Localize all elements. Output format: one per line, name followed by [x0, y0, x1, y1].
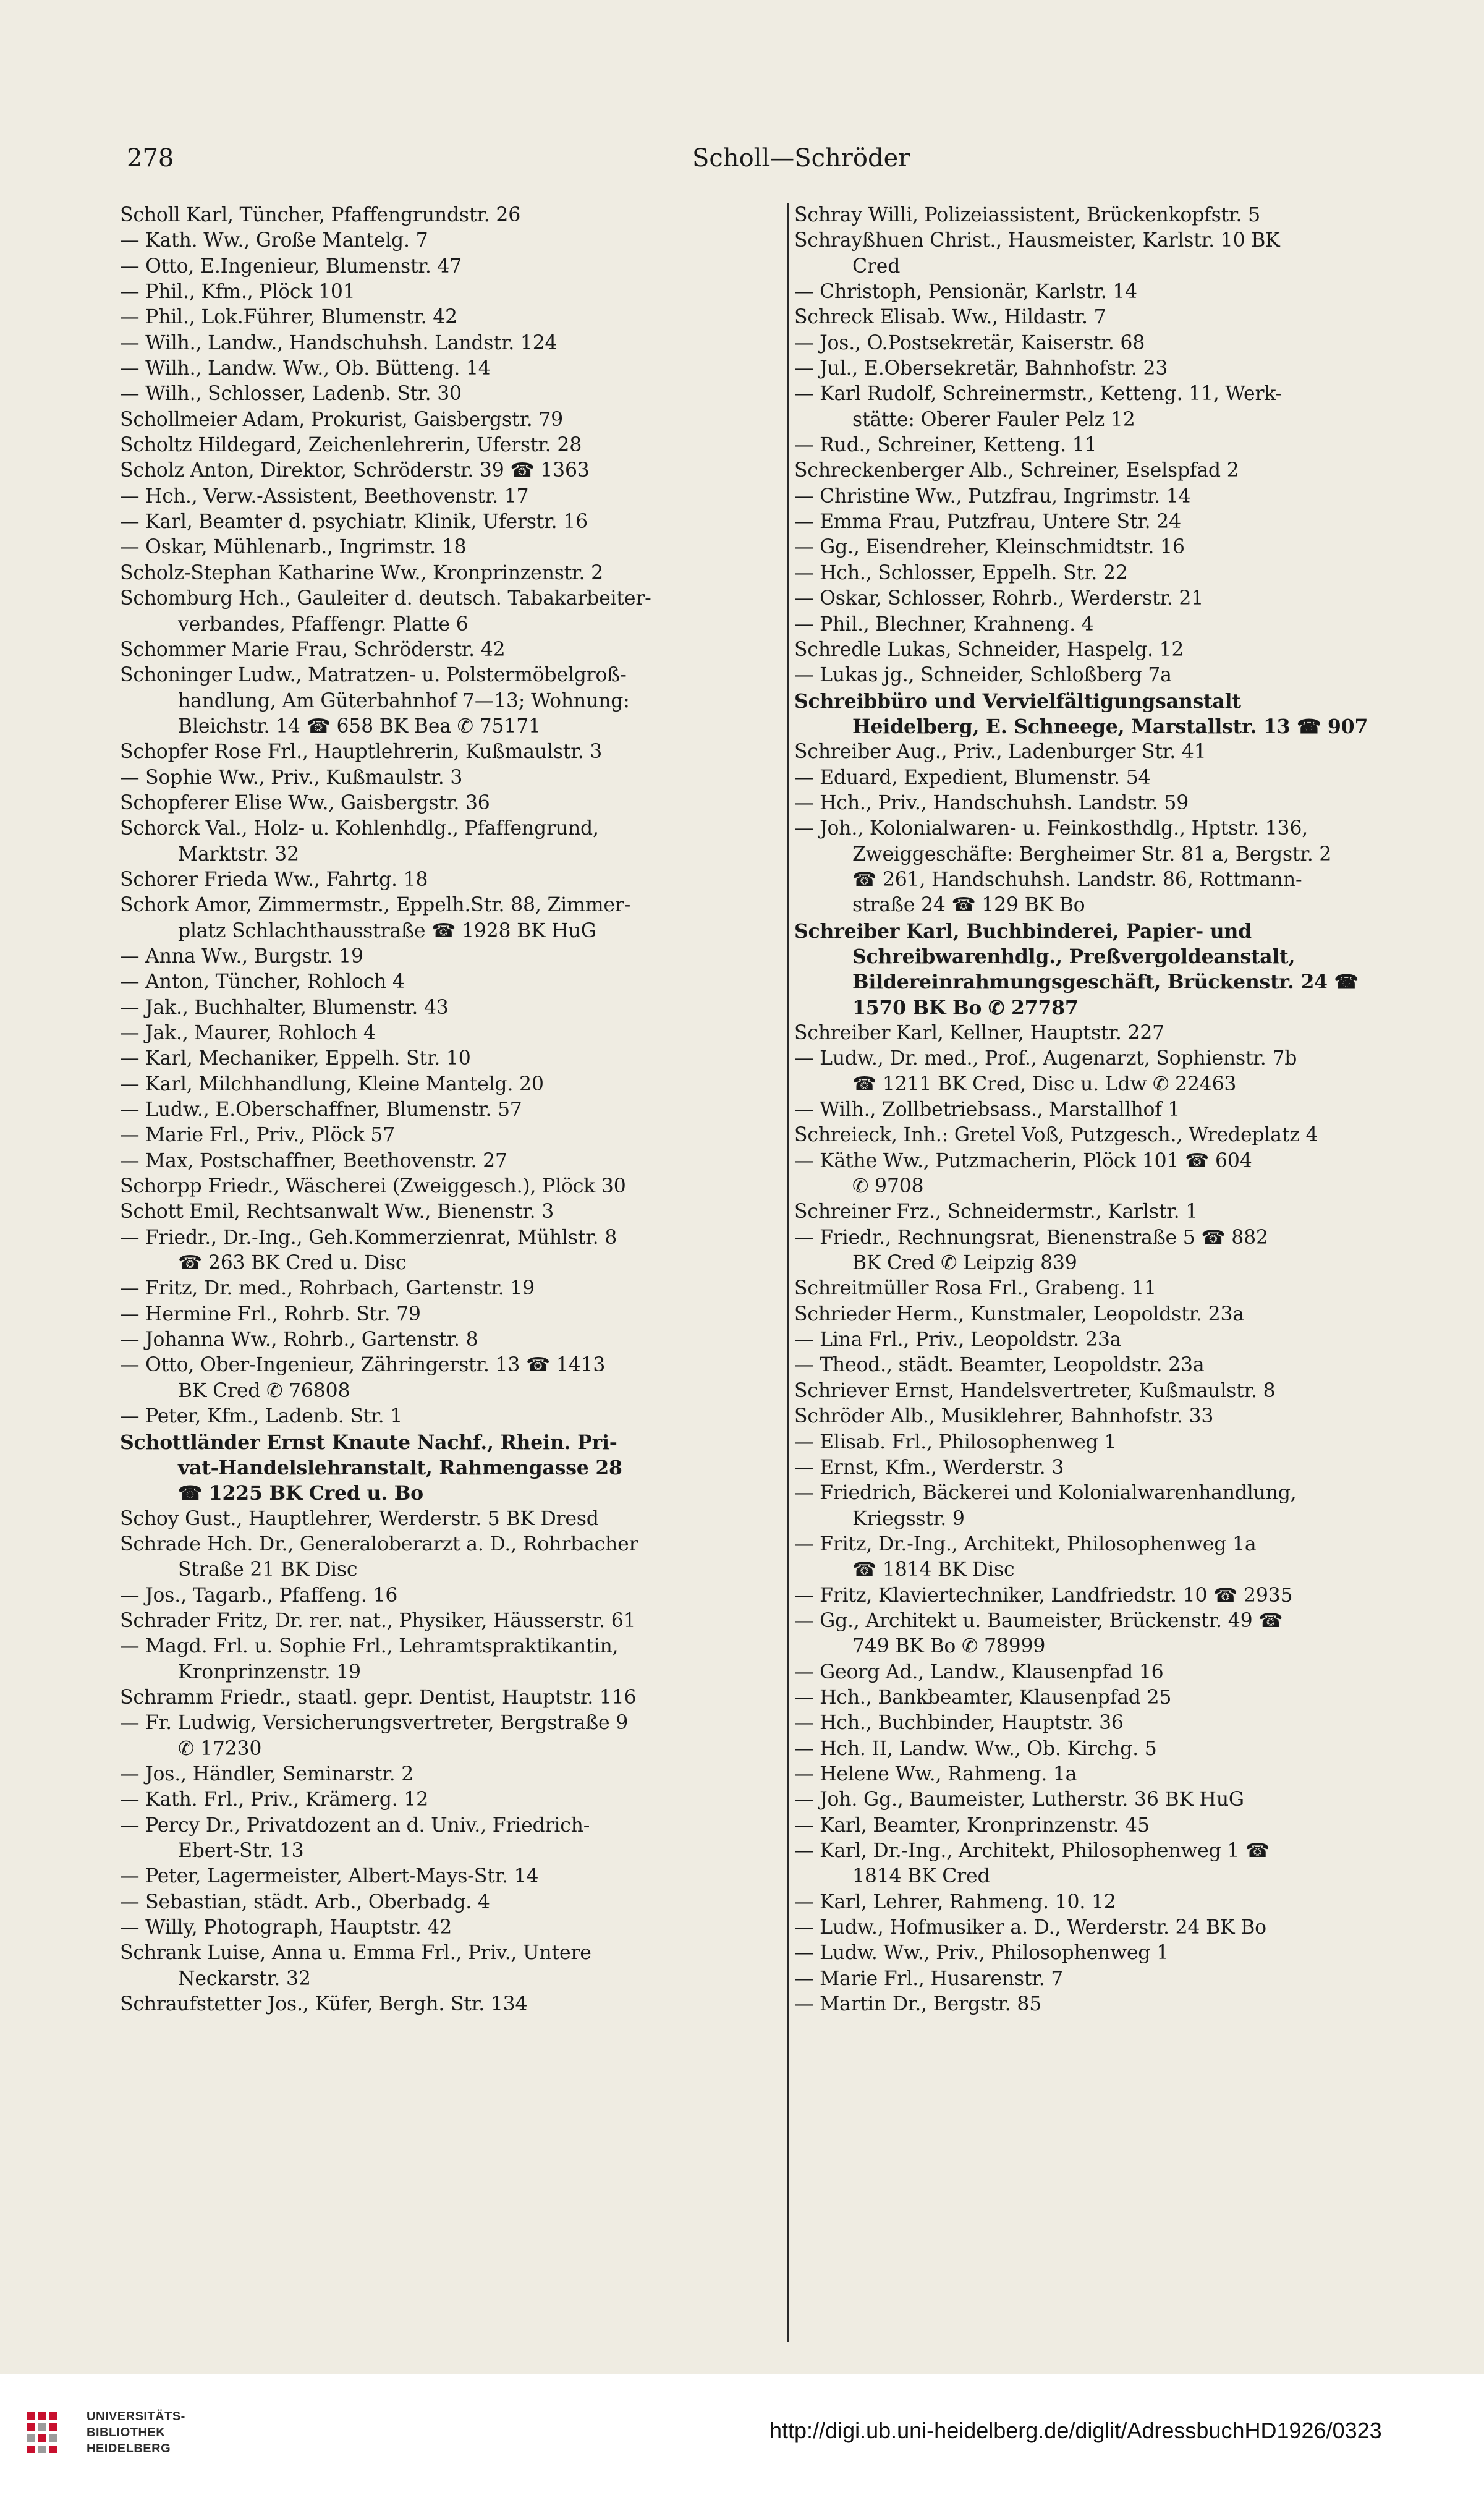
- entry-line: — Jos., O.Postsekretär, Kaiserstr. 68: [794, 331, 1145, 354]
- entry-line: Schrade Hch. Dr., Generaloberarzt a. D., Rohrbacher: [120, 1532, 638, 1555]
- entry-line: — Willy, Photograph, Hauptstr. 42: [120, 1916, 452, 1939]
- entry-line: — Sophie Ww., Priv., Kußmaulstr. 3: [120, 766, 463, 789]
- entry-line: Schorpp Friedr., Wäscherei (Zweiggesch.), Plöck 30: [120, 1175, 626, 1198]
- entry-line: Schopfer Rose Frl., Hauptlehrerin, Kußmaulstr. 3: [120, 741, 603, 763]
- entry-continuation-line: Heidelberg, E. Schneege, Marstallstr. 13 ☎ 907: [852, 715, 1368, 738]
- directory-entry: [120, 893, 778, 944]
- entry-line: — Anton, Tüncher, Rohloch 4: [120, 971, 405, 993]
- entry-line: — Käthe Ww., Putzmacherin, Plöck 101 ☎ 604: [794, 1149, 1252, 1172]
- directory-entry: [120, 1404, 778, 1429]
- entry-line: Scholz Anton, Direktor, Schröderstr. 39 ☎ 1363: [120, 459, 590, 482]
- directory-entry: [794, 1199, 1452, 1225]
- entry-line: — Karl, Beamter, Kronprinzenstr. 45: [794, 1814, 1150, 1837]
- entry-line: Schottländer Ernst Knaute Nachf., Rhein. Pri-: [120, 1430, 617, 1454]
- entry-line: — Phil., Kfm., Plöck 101: [120, 281, 355, 304]
- logo-line: UNIVERSITÄTS-: [87, 2410, 185, 2423]
- entry-line: Schramm Friedr., staatl. gepr. Dentist, Hauptstr. 116: [120, 1686, 637, 1709]
- entry-continuation-line: ☎ 263 BK Cred u. Disc: [178, 1252, 407, 1275]
- footer-url-link[interactable]: http://digi.ub.uni-heidelberg.de/diglit/AdressbuchHD1926/0323: [770, 2418, 1382, 2443]
- entry-line: Schröder Alb., Musiklehrer, Bahnhofstr. 33: [794, 1405, 1214, 1428]
- entry-line: — Friedrich, Bäckerei und Kolonialwarenhandlung,: [794, 1482, 1297, 1505]
- directory-entry: [794, 1021, 1452, 1046]
- entry-line: — Otto, E.Ingenieur, Blumenstr. 47: [120, 255, 462, 278]
- entry-line: Schoy Gust., Hauptlehrer, Werderstr. 5 BK Dresd: [120, 1507, 599, 1530]
- entry-line: Schriever Ernst, Handelsvertreter, Kußmaulstr. 8: [794, 1379, 1276, 1402]
- directory-entry: [794, 1992, 1452, 2017]
- entry-line: — Hch., Priv., Handschuhsh. Landstr. 59: [794, 791, 1189, 814]
- directory-entry: [120, 1430, 778, 1507]
- directory-entry: [794, 331, 1452, 356]
- directory-entry: [120, 1302, 778, 1327]
- entry-line: — Kath. Ww., Große Mantelg. 7: [120, 229, 428, 252]
- directory-entry: [794, 1430, 1452, 1455]
- entry-line: — Karl, Beamter d. psychiatr. Klinik, Uferstr. 16: [120, 511, 588, 533]
- entry-line: — Wilh., Schlosser, Ladenb. Str. 30: [120, 383, 462, 406]
- entry-line: — Wilh., Zollbetriebsass., Marstallhof 1: [794, 1099, 1181, 1121]
- directory-entry: [120, 1634, 778, 1685]
- directory-entry: [794, 1225, 1452, 1277]
- directory-entry: [794, 484, 1452, 509]
- entry-continuation-line: handlung, Am Güterbahnhof 7—13; Wohnung:: [178, 689, 630, 712]
- entry-continuation-line: ☎ 261, Handschuhsh. Landstr. 86, Rottmann-: [852, 868, 1302, 891]
- directory-entry: [794, 612, 1452, 637]
- directory-entry: [120, 1532, 778, 1583]
- directory-entry: [794, 1353, 1452, 1378]
- entry-continuation-line: ✆ 17230: [178, 1737, 262, 1760]
- entry-continuation-line: verbandes, Pfaffengr. Platte 6: [178, 613, 469, 635]
- entry-line: — Jak., Maurer, Rohloch 4: [120, 1022, 376, 1044]
- directory-entry: [120, 331, 778, 356]
- directory-entry: [120, 1046, 778, 1071]
- entry-line: Scholl Karl, Tüncher, Pfaffengrundstr. 26: [120, 204, 521, 226]
- directory-entry: [120, 969, 778, 995]
- entry-continuation-line: 749 BK Bo ✆ 78999: [852, 1635, 1046, 1658]
- directory-entry: [120, 1072, 778, 1097]
- entry-line: — Theod., städt. Beamter, Leopoldstr. 23a: [794, 1354, 1205, 1377]
- entry-line: — Eduard, Expedient, Blumenstr. 54: [794, 766, 1151, 789]
- directory-entry: [794, 1685, 1452, 1711]
- directory-entry: [120, 1149, 778, 1174]
- entry-line: Schommer Marie Frau, Schröderstr. 42: [120, 638, 506, 661]
- directory-entry: [120, 1940, 778, 1992]
- entry-line: — Wilh., Landw. Ww., Ob. Bütteng. 14: [120, 357, 491, 380]
- directory-entry: [794, 1966, 1452, 1992]
- entry-line: Schray Willi, Polizeiassistent, Brückenkopfstr. 5: [794, 204, 1260, 226]
- directory-entry: [794, 1890, 1452, 1915]
- entry-continuation-line: vat-Handelslehranstalt, Rahmengasse 28: [178, 1456, 622, 1479]
- directory-entry: [120, 1915, 778, 1940]
- entry-continuation-line: Neckarstr. 32: [178, 1967, 311, 1990]
- directory-entry: [120, 1507, 778, 1532]
- directory-entry: [120, 509, 778, 535]
- entry-line: Schollmeier Adam, Prokurist, Gaisbergstr. 79: [120, 408, 564, 431]
- directory-entry: [120, 458, 778, 483]
- directory-entry: [120, 1864, 778, 1889]
- entry-continuation-line: Kriegsstr. 9: [852, 1507, 965, 1530]
- directory-entry: [120, 1762, 778, 1787]
- footer-bar: [0, 2374, 1484, 2495]
- directory-entry: [794, 765, 1452, 791]
- entry-line: Schreieck, Inh.: Gretel Voß, Putzgesch., Wredeplatz 4: [794, 1124, 1318, 1147]
- entry-continuation-line: 1814 BK Cred: [852, 1865, 990, 1888]
- entry-line: Schrayßhuen Christ., Hausmeister, Karlstr. 10 BK: [794, 229, 1280, 252]
- directory-entry: [794, 203, 1452, 228]
- entry-line: Schopferer Elise Ww., Gaisbergstr. 36: [120, 791, 490, 814]
- entry-line: — Anna Ww., Burgstr. 19: [120, 945, 363, 967]
- entry-line: Schreibbüro und Vervielfältigungsanstalt: [794, 689, 1241, 713]
- entry-line: — Gg., Eisendreher, Kleinschmidtstr. 16: [794, 536, 1185, 559]
- directory-entry: [120, 765, 778, 791]
- directory-entry: [120, 791, 778, 816]
- entry-line: — Friedr., Dr.-Ing., Geh.Kommerzienrat, Mühlstr. 8: [120, 1226, 617, 1249]
- directory-entry: [120, 995, 778, 1021]
- entry-line: — Max, Postschaffner, Beethovenstr. 27: [120, 1149, 507, 1172]
- entry-line: — Jul., E.Obersekretär, Bahnhofstr. 23: [794, 357, 1168, 380]
- directory-entry: [120, 944, 778, 969]
- directory-entry: [120, 535, 778, 560]
- directory-entry: [794, 791, 1452, 816]
- directory-entry: [794, 1583, 1452, 1609]
- directory-entry: [120, 1992, 778, 2017]
- entry-line: — Emma Frau, Putzfrau, Untere Str. 24: [794, 511, 1181, 533]
- entry-line: Schott Emil, Rechtsanwalt Ww., Bienenstr. 3: [120, 1201, 554, 1223]
- directory-entry: [794, 663, 1452, 688]
- directory-entry: [794, 689, 1452, 740]
- directory-entry: [120, 867, 778, 893]
- directory-entry: [120, 1174, 778, 1199]
- entry-line: — Karl, Mechaniker, Eppelh. Str. 10: [120, 1047, 471, 1070]
- directory-entry: [794, 433, 1452, 458]
- entry-line: — Phil., Blechner, Krahneng. 4: [794, 613, 1094, 635]
- directory-entry: [794, 509, 1452, 535]
- directory-entry: [120, 1123, 778, 1148]
- entry-line: — Magd. Frl. u. Sophie Frl., Lehramtspraktikantin,: [120, 1635, 619, 1658]
- directory-entry: [120, 254, 778, 279]
- directory-entry: [794, 816, 1452, 918]
- entry-line: — Christine Ww., Putzfrau, Ingrimstr. 14: [794, 485, 1191, 508]
- entry-continuation-line: Straße 21 BK Disc: [178, 1558, 358, 1581]
- directory-entry: [120, 228, 778, 253]
- directory-entry: [794, 1379, 1452, 1404]
- directory-entry: [794, 1327, 1452, 1353]
- entry-line: Schrank Luise, Anna u. Emma Frl., Priv., Untere: [120, 1942, 591, 1965]
- directory-entry: [794, 305, 1452, 330]
- directory-entry: [794, 1660, 1452, 1685]
- entry-line: — Fr. Ludwig, Versicherungsvertreter, Bergstraße 9: [120, 1712, 629, 1735]
- directory-entry: [794, 228, 1452, 279]
- entry-line: Schreiber Karl, Kellner, Hauptstr. 227: [794, 1022, 1164, 1044]
- entry-line: Schredle Lukas, Schneider, Haspelg. 12: [794, 638, 1184, 661]
- entry-line: — Georg Ad., Landw., Klausenpfad 16: [794, 1660, 1164, 1683]
- entry-line: — Ludw., E.Oberschaffner, Blumenstr. 57: [120, 1099, 522, 1121]
- directory-entry: [120, 279, 778, 305]
- entry-line: — Jos., Tagarb., Pfaffeng. 16: [120, 1584, 398, 1607]
- entry-line: Schoninger Ludw., Matratzen- u. Polstermöbelgroß-: [120, 664, 627, 687]
- entry-line: — Peter, Lagermeister, Albert-Mays-Str. 14: [120, 1865, 539, 1888]
- entry-line: — Elisab. Frl., Philosophenweg 1: [794, 1430, 1117, 1453]
- entry-line: Scholtz Hildegard, Zeichenlehrerin, Uferstr. 28: [120, 434, 582, 457]
- entry-continuation-line: Cred: [852, 255, 901, 278]
- entry-line: Scholz-Stephan Katharine Ww., Kronprinzenstr. 2: [120, 561, 603, 584]
- entry-line: — Ludw. Ww., Priv., Philosophenweg 1: [794, 1942, 1169, 1965]
- entry-line: — Ludw., Hofmusiker a. D., Werderstr. 24 BK Bo: [794, 1916, 1266, 1939]
- library-logo: [25, 2406, 210, 2465]
- logo-line: BIBLIOTHEK: [87, 2426, 166, 2439]
- entry-line: — Oskar, Mühlenarb., Ingrimstr. 18: [120, 536, 467, 559]
- directory-entry: [120, 1787, 778, 1813]
- entry-line: — Karl, Lehrer, Rahmeng. 10. 12: [794, 1890, 1116, 1913]
- directory-entry: [794, 1736, 1452, 1762]
- entry-line: — Lina Frl., Priv., Leopoldstr. 23a: [794, 1328, 1122, 1351]
- directory-entry: [120, 433, 778, 458]
- directory-entry: [794, 1276, 1452, 1301]
- entry-line: — Joh. Gg., Baumeister, Lutherstr. 36 BK HuG: [794, 1788, 1244, 1811]
- entry-line: Schreiber Karl, Buchbinderei, Papier- und: [794, 919, 1252, 943]
- directory-entry: [120, 637, 778, 663]
- directory-entry: [794, 1838, 1452, 1890]
- entry-line: Schorck Val., Holz- u. Kohlenhdlg., Pfaffengrund,: [120, 817, 599, 840]
- entry-line: Schrieder Herm., Kunstmaler, Leopoldstr. 23a: [794, 1303, 1244, 1325]
- directory-entry: [120, 381, 778, 407]
- directory-entry: [120, 1890, 778, 1915]
- directory-entry: [120, 1199, 778, 1225]
- directory-entry: [120, 407, 778, 433]
- directory-entry: [120, 663, 778, 739]
- directory-entry: [794, 1532, 1452, 1583]
- directory-entry: [794, 458, 1452, 483]
- entry-continuation-line: ☎ 1211 BK Cred, Disc u. Ldw ✆ 22463: [852, 1073, 1237, 1095]
- directory-entry: [120, 1609, 778, 1634]
- entry-line: Schreitmüller Rosa Frl., Grabeng. 11: [794, 1277, 1156, 1300]
- directory-entry: [794, 1609, 1452, 1660]
- directory-entry: [794, 1813, 1452, 1838]
- entry-line: Schrader Fritz, Dr. rer. nat., Physiker, Häusserstr. 61: [120, 1609, 636, 1632]
- directory-entry: [794, 919, 1452, 1021]
- directory-entry: [120, 1685, 778, 1711]
- entry-line: — Hch., Verw.-Assistent, Beethovenstr. 17: [120, 485, 529, 508]
- entry-line: — Jos., Händler, Seminarstr. 2: [120, 1762, 414, 1785]
- directory-entry: [794, 1940, 1452, 1966]
- entry-line: — Hermine Frl., Rohrb. Str. 79: [120, 1303, 421, 1325]
- directory-entry: [120, 1276, 778, 1301]
- entry-line: — Fritz, Dr. med., Rohrbach, Gartenstr. 19: [120, 1277, 535, 1300]
- column-divider: [787, 203, 789, 2342]
- directory-entry: [120, 356, 778, 381]
- entry-line: — Gg., Architekt u. Baumeister, Brückenstr. 49 ☎: [794, 1609, 1283, 1632]
- directory-entry: [120, 1353, 778, 1404]
- right-column: [794, 203, 1452, 2017]
- entry-continuation-line: platz Schlachthausstraße ☎ 1928 BK HuG: [178, 919, 596, 942]
- entry-line: — Oskar, Schlosser, Rohrb., Werderstr. 21: [794, 587, 1204, 610]
- directory-entry: [794, 1097, 1452, 1123]
- entry-line: — Ludw., Dr. med., Prof., Augenarzt, Sophienstr. 7b: [794, 1047, 1297, 1070]
- directory-entry: [794, 1455, 1452, 1481]
- entry-line: — Karl, Milchhandlung, Kleine Mantelg. 20: [120, 1073, 544, 1095]
- entry-line: — Martin Dr., Bergstr. 85: [794, 1993, 1042, 2016]
- directory-entry: [794, 535, 1452, 560]
- directory-entry: [120, 1225, 778, 1277]
- entry-line: — Fritz, Dr.-Ing., Architekt, Philosophenweg 1a: [794, 1532, 1257, 1555]
- entry-continuation-line: Schreibwarenhdlg., Preßvergoldeanstalt,: [852, 945, 1295, 968]
- directory-entry: [120, 1711, 778, 1762]
- directory-entry: [120, 305, 778, 330]
- library-logo-icon: [25, 2408, 79, 2463]
- entry-line: — Lukas jg., Schneider, Schloßberg 7a: [794, 664, 1172, 687]
- entry-line: — Ernst, Kfm., Werderstr. 3: [794, 1456, 1064, 1479]
- directory-entry: [794, 356, 1452, 381]
- entry-line: — Christoph, Pensionär, Karlstr. 14: [794, 281, 1137, 304]
- entry-line: — Johanna Ww., Rohrb., Gartenstr. 8: [120, 1328, 478, 1351]
- entry-continuation-line: Bildereinrahmungsgeschäft, Brückenstr. 24 ☎: [852, 971, 1359, 994]
- entry-continuation-line: ☎ 1814 BK Disc: [852, 1558, 1015, 1581]
- directory-entry: [794, 1123, 1452, 1148]
- entry-line: — Hch., Schlosser, Eppelh. Str. 22: [794, 561, 1128, 584]
- entry-line: — Helene Ww., Rahmeng. 1a: [794, 1762, 1077, 1785]
- directory-entry: [794, 586, 1452, 611]
- directory-entry: [120, 484, 778, 509]
- directory-entry: [794, 1149, 1452, 1200]
- entry-continuation-line: 1570 BK Bo ✆ 27787: [852, 996, 1079, 1019]
- entry-continuation-line: straße 24 ☎ 129 BK Bo: [852, 894, 1085, 917]
- left-column: [120, 203, 778, 2017]
- entry-line: — Hch., Buchbinder, Hauptstr. 36: [794, 1712, 1124, 1735]
- directory-entry: [794, 1915, 1452, 1940]
- entry-line: — Karl, Dr.-Ing., Architekt, Philosophenweg 1 ☎: [794, 1840, 1270, 1862]
- entry-line: — Peter, Kfm., Ladenb. Str. 1: [120, 1405, 403, 1428]
- directory-entry: [794, 1302, 1452, 1327]
- entry-continuation-line: Bleichstr. 14 ☎ 658 BK Bea ✆ 75171: [178, 715, 541, 737]
- directory-entry: [120, 203, 778, 228]
- entry-line: — Wilh., Landw., Handschuhsh. Landstr. 124: [120, 331, 558, 354]
- directory-entry: [794, 637, 1452, 663]
- entry-line: — Rud., Schreiner, Ketteng. 11: [794, 434, 1097, 457]
- entry-line: Schreckenberger Alb., Schreiner, Eselspfad 2: [794, 459, 1239, 482]
- entry-line: — Phil., Lok.Führer, Blumenstr. 42: [120, 306, 457, 329]
- directory-entry: [120, 1021, 778, 1046]
- directory-entry: [794, 1787, 1452, 1813]
- directory-entry: [120, 561, 778, 586]
- running-head: Scholl—Schröder: [692, 144, 910, 172]
- entry-continuation-line: ☎ 1225 BK Cred u. Bo: [178, 1482, 423, 1505]
- directory-entry: [794, 1711, 1452, 1736]
- entry-line: — Sebastian, städt. Arb., Oberbadg. 4: [120, 1890, 490, 1913]
- directory-entry: [794, 1046, 1452, 1097]
- entry-line: — Kath. Frl., Priv., Krämerg. 12: [120, 1788, 429, 1811]
- entry-line: — Otto, Ober-Ingenieur, Zähringerstr. 13 ☎ 1413: [120, 1354, 606, 1377]
- entry-line: Schork Amor, Zimmermstr., Eppelh.Str. 88, Zimmer-: [120, 894, 631, 917]
- entry-line: — Hch. II, Landw. Ww., Ob. Kirchg. 5: [794, 1737, 1157, 1760]
- library-logo-text: [87, 2408, 185, 2457]
- entry-line: Schraufstetter Jos., Küfer, Bergh. Str. 134: [120, 1993, 528, 2016]
- directory-entry: [794, 1481, 1452, 1532]
- directory-entry: [120, 1097, 778, 1123]
- entry-continuation-line: ✆ 9708: [852, 1175, 924, 1198]
- directory-entry: [120, 739, 778, 765]
- entry-line: Schreck Elisab. Ww., Hildastr. 7: [794, 306, 1106, 329]
- entry-line: — Percy Dr., Privatdozent an d. Univ., Friedrich-: [120, 1814, 590, 1837]
- directory-entry: [794, 279, 1452, 305]
- directory-entry: [120, 1583, 778, 1609]
- logo-line: HEIDELBERG: [87, 2442, 171, 2455]
- entry-continuation-line: BK Cred ✆ 76808: [178, 1379, 350, 1402]
- entry-line: — Hch., Bankbeamter, Klausenpfad 25: [794, 1686, 1172, 1709]
- directory-entry: [120, 816, 778, 867]
- entry-continuation-line: Ebert-Str. 13: [178, 1840, 304, 1862]
- entry-line: — Karl Rudolf, Schreinermstr., Ketteng. 11, Werk-: [794, 383, 1283, 406]
- entry-line: Schreiner Frz., Schneidermstr., Karlstr. 1: [794, 1201, 1198, 1223]
- entry-line: Schomburg Hch., Gauleiter d. deutsch. Tabakarbeiter-: [120, 587, 651, 610]
- directory-entry: [794, 381, 1452, 433]
- entry-line: Schreiber Aug., Priv., Ladenburger Str. 41: [794, 741, 1206, 763]
- entry-continuation-line: Marktstr. 32: [178, 843, 299, 865]
- directory-entry: [120, 1327, 778, 1353]
- directory-entry: [120, 1813, 778, 1864]
- entry-continuation-line: stätte: Oberer Fauler Pelz 12: [852, 408, 1135, 431]
- directory-entry: [120, 586, 778, 637]
- directory-entry: [794, 1762, 1452, 1787]
- directory-entry: [794, 561, 1452, 586]
- entry-line: — Jak., Buchhalter, Blumenstr. 43: [120, 996, 449, 1019]
- entry-line: — Friedr., Rechnungsrat, Bienenstraße 5 ☎ 882: [794, 1226, 1268, 1249]
- entry-line: Schorer Frieda Ww., Fahrtg. 18: [120, 868, 428, 891]
- entry-continuation-line: Zweiggeschäfte: Bergheimer Str. 81 a, Bergstr. 2: [852, 843, 1332, 865]
- page-number: 278: [127, 144, 174, 172]
- entry-line: — Marie Frl., Husarenstr. 7: [794, 1967, 1064, 1990]
- directory-entry: [794, 1404, 1452, 1429]
- entry-line: — Marie Frl., Priv., Plöck 57: [120, 1124, 396, 1147]
- entry-continuation-line: BK Cred ✆ Leipzig 839: [852, 1252, 1077, 1275]
- entry-line: — Fritz, Klaviertechniker, Landfriedstr. 10 ☎ 2935: [794, 1584, 1293, 1607]
- directory-entry: [794, 739, 1452, 765]
- entry-continuation-line: Kronprinzenstr. 19: [178, 1660, 361, 1683]
- entry-line: — Joh., Kolonialwaren- u. Feinkosthdlg., Hptstr. 136,: [794, 817, 1308, 840]
